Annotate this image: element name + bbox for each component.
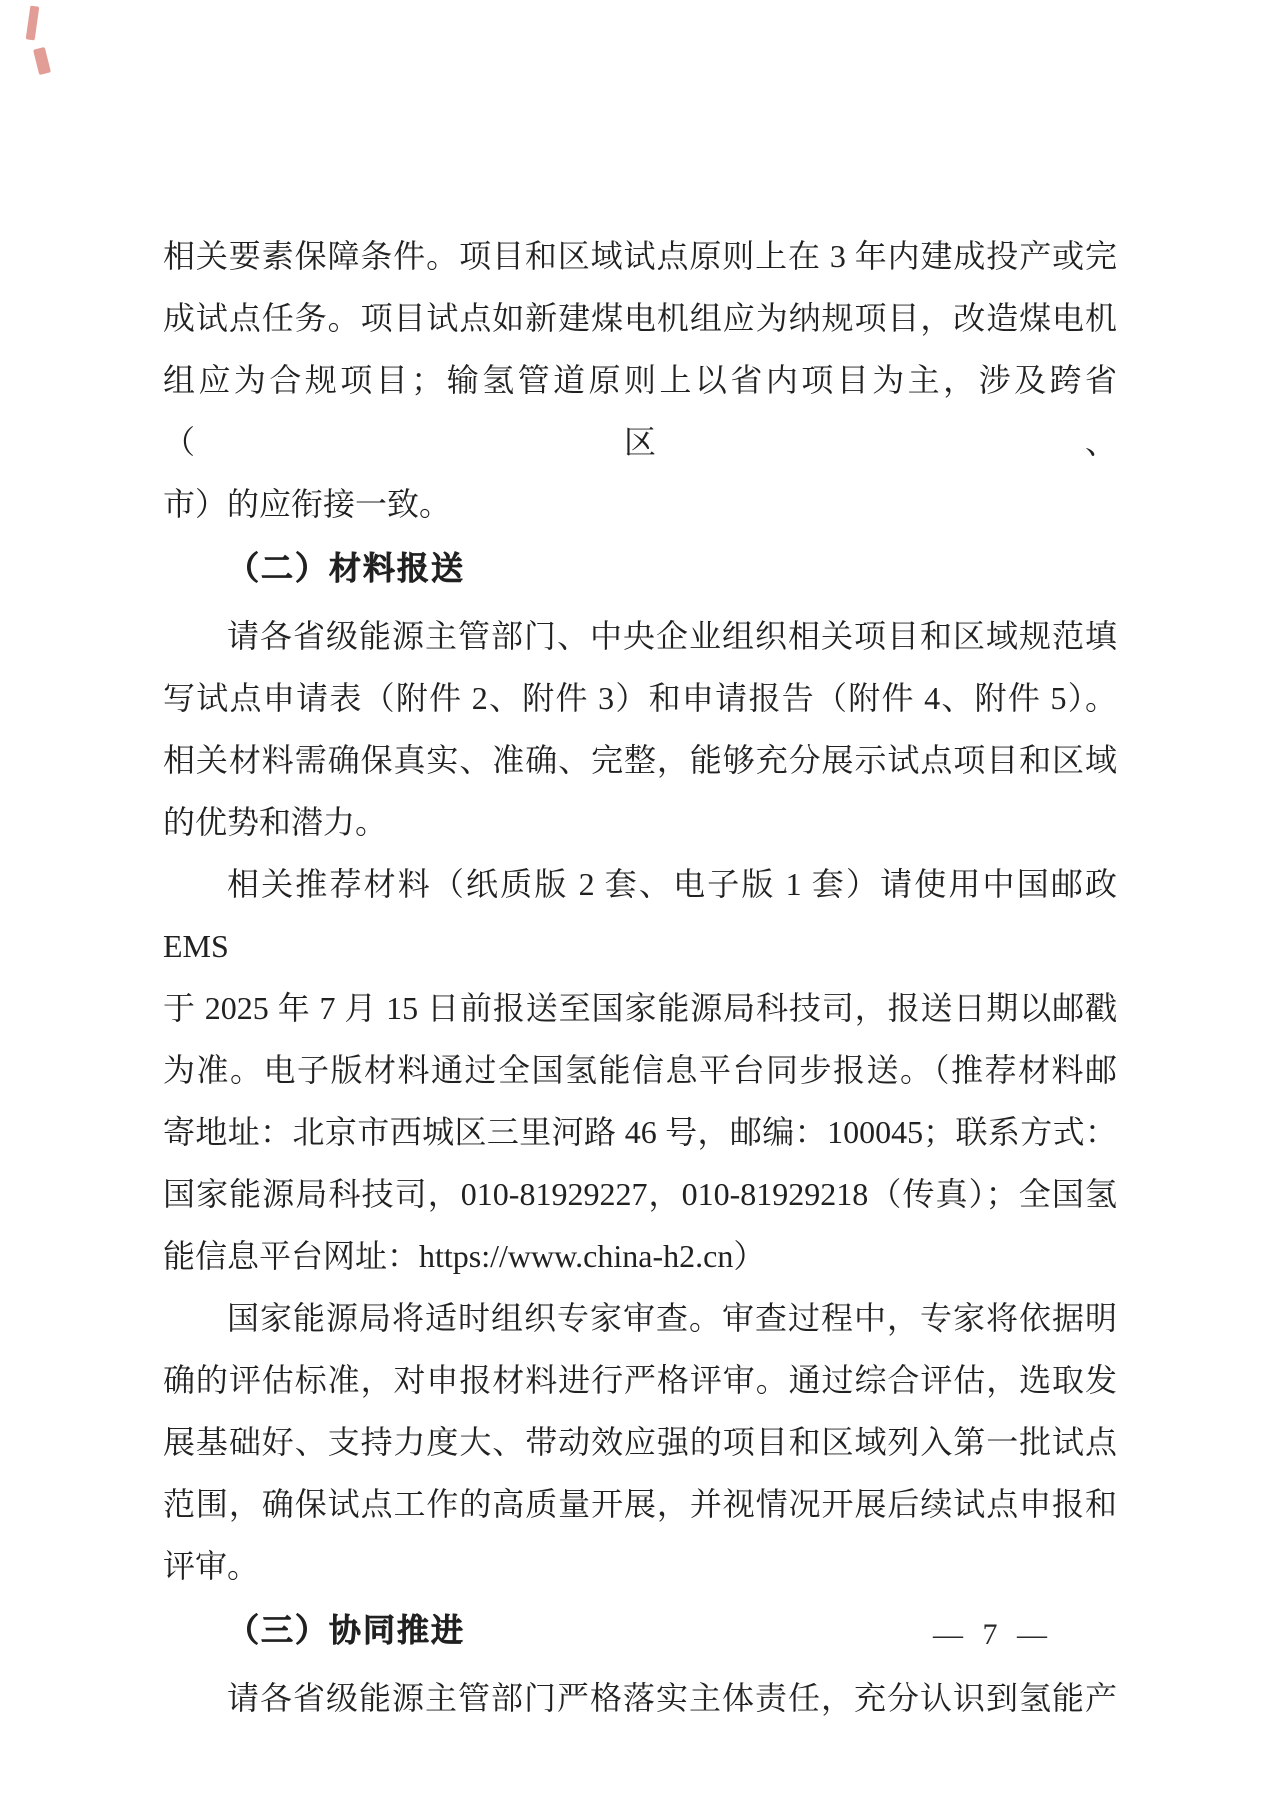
paragraph [163, 225, 1117, 535]
text-line: 相关要素保障条件。项目和区域试点原则上在 3 年内建成投产或完 [163, 238, 1117, 274]
text-line: 请各省级能源主管部门严格落实主体责任，充分认识到氢能产 [227, 1680, 1117, 1716]
scan-artifact [33, 47, 51, 75]
paragraph [163, 605, 1117, 853]
scan-artifact [26, 6, 40, 41]
text-line: 的优势和潜力。 [163, 804, 388, 840]
text-line: 相关推荐材料（纸质版 2 套、电子版 1 套）请使用中国邮政 EMS [163, 866, 1117, 964]
text-line: 于 2025 年 7 月 15 日前报送至国家能源局科技司，报送日期以邮戳 [163, 990, 1117, 1026]
section-heading [163, 537, 1117, 599]
paragraph [163, 1287, 1117, 1597]
text-line: 国家能源局科技司，010-81929227，010-81929218（传真）；全国氢 [163, 1176, 1117, 1212]
text-line: 确的评估标准，对申报材料进行严格评审。通过综合评估，选取发 [163, 1362, 1117, 1398]
paragraph [163, 853, 1117, 1287]
document-body [163, 225, 1117, 1729]
page-number: — 7 — [933, 1618, 1053, 1651]
paragraph [163, 1667, 1117, 1729]
text-line: 组应为合规项目；输氢管道原则上以省内项目为主，涉及跨省（区、 [163, 362, 1117, 460]
text-line: 范围，确保试点工作的高质量开展，并视情况开展后续试点申报和 [163, 1486, 1117, 1522]
text-line: 写试点申请表（附件 2、附件 3）和申请报告（附件 4、附件 5）。 [163, 680, 1117, 716]
text-line: 能信息平台网址：https://www.china-h2.cn） [163, 1238, 766, 1274]
text-line: 相关材料需确保真实、准确、完整，能够充分展示试点项目和区域 [163, 742, 1117, 778]
text-line: 国家能源局将适时组织专家审查。审查过程中，专家将依据明 [227, 1300, 1117, 1336]
heading-line: （二）材料报送 [227, 550, 466, 586]
text-line: 展基础好、支持力度大、带动效应强的项目和区域列入第一批试点 [163, 1424, 1117, 1460]
text-line: 为准。电子版材料通过全国氢能信息平台同步报送。（推荐材料邮 [163, 1052, 1117, 1088]
text-line: 请各省级能源主管部门、中央企业组织相关项目和区域规范填 [227, 618, 1117, 654]
text-line: 成试点任务。项目试点如新建煤电机组应为纳规项目，改造煤电机 [163, 300, 1117, 336]
text-line: 寄地址：北京市西城区三里河路 46 号，邮编：100045；联系方式： [163, 1114, 1117, 1150]
text-line: 市）的应衔接一致。 [163, 486, 452, 522]
text-line: 评审。 [163, 1548, 260, 1584]
heading-line: （三）协同推进 [227, 1612, 466, 1648]
